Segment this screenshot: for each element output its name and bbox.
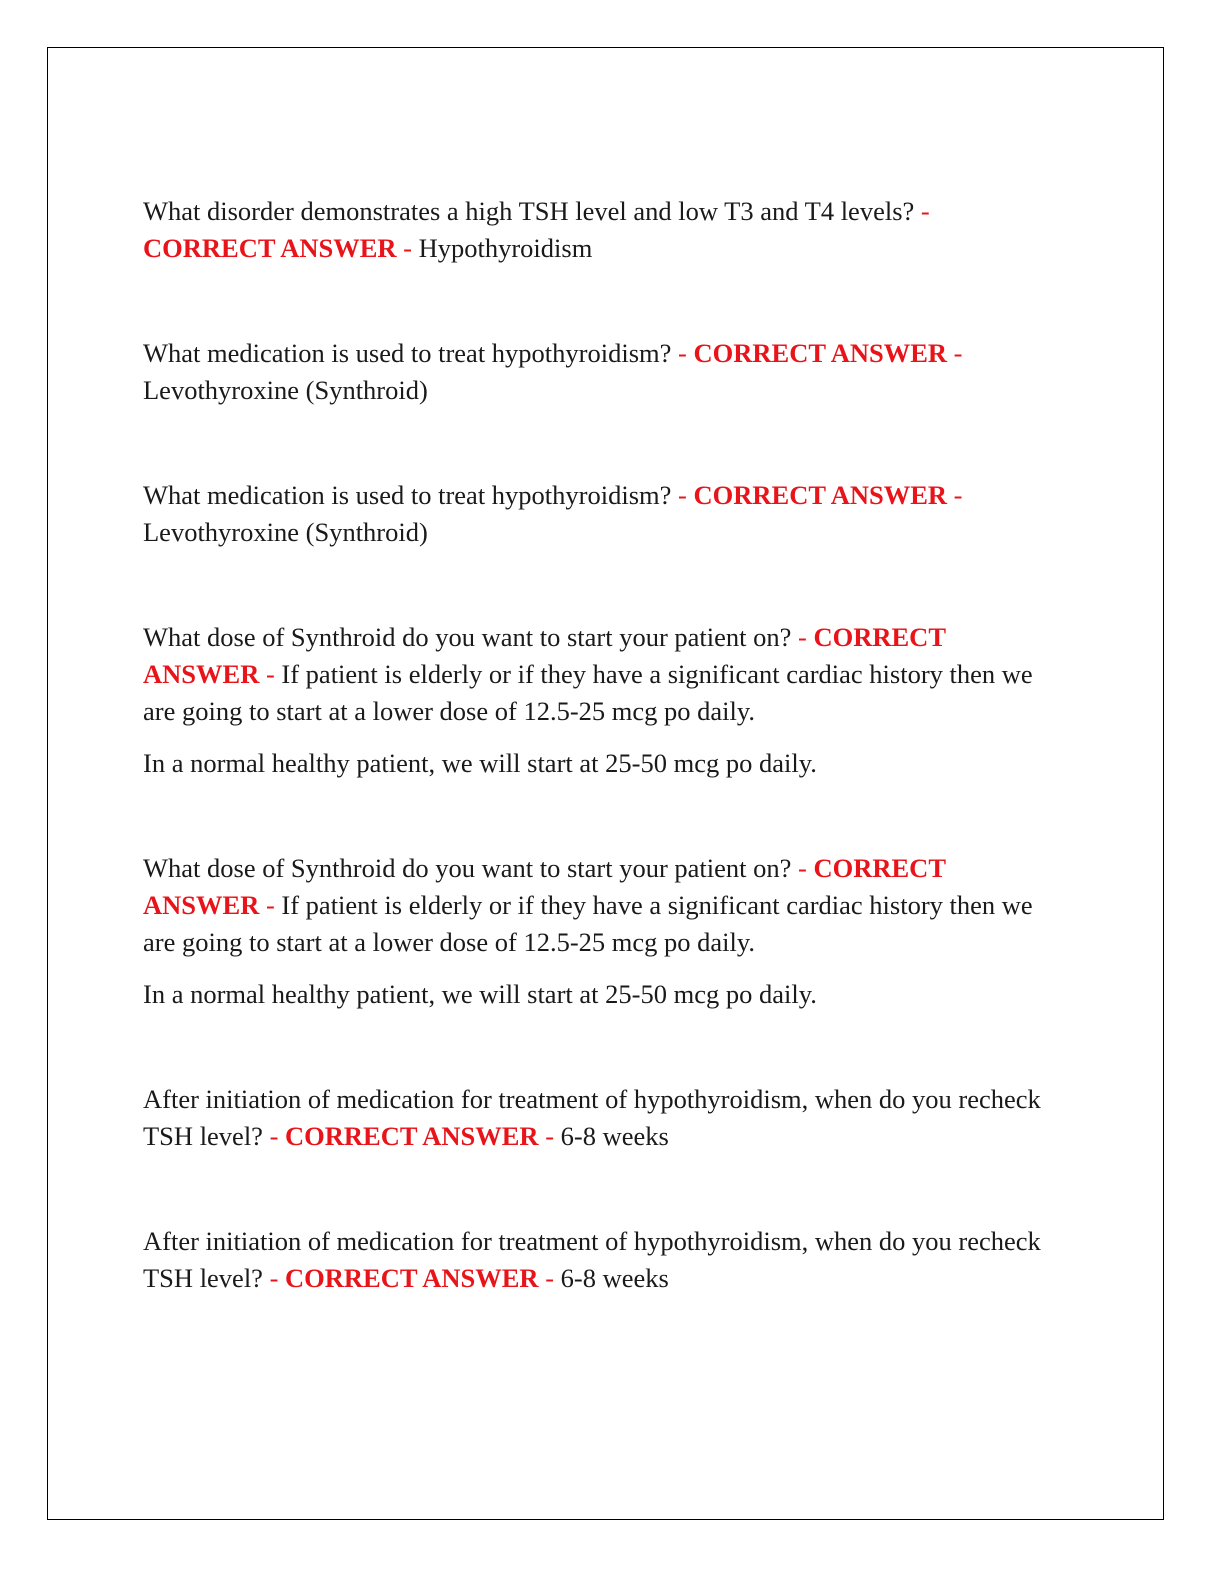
question-text: After initiation of medication for treatment of hypothyroidism, when do you recheck TSH level? [143, 1226, 1041, 1293]
qa-paragraph [143, 335, 1048, 409]
qa-paragraph [143, 1081, 1048, 1155]
qa-item [143, 1081, 1048, 1155]
qa-item [143, 850, 1048, 1013]
question-text: What medication is used to treat hypothyroidism? [143, 338, 672, 368]
answer-extra-text: In a normal healthy patient, we will start at 25-50 mcg po daily. [143, 748, 817, 778]
qa-item [143, 335, 1048, 409]
answer-text: 6-8 weeks [560, 1263, 669, 1293]
qa-paragraph [143, 477, 1048, 551]
answer-text: 6-8 weeks [560, 1121, 669, 1151]
answer-text: Levothyroxine (Synthroid) [143, 517, 428, 547]
qa-paragraph [143, 850, 1048, 961]
correct-answer-marker: - CORRECT ANSWER - [678, 338, 963, 368]
qa-paragraph [143, 619, 1048, 730]
correct-answer-marker: - CORRECT ANSWER - [269, 1263, 555, 1293]
qa-item [143, 193, 1048, 267]
answer-text: If patient is elderly or if they have a significant cardiac history then we are going to start at a lower dose of 12.5-25 mcg po daily. [143, 890, 1033, 957]
qa-list [143, 193, 1048, 1365]
qa-item [143, 619, 1048, 782]
question-text: After initiation of medication for treatment of hypothyroidism, when do you recheck TSH level? [143, 1084, 1041, 1151]
qa-paragraph [143, 1223, 1048, 1297]
correct-answer-marker: - CORRECT ANSWER - [143, 196, 930, 263]
correct-answer-marker: - CORRECT ANSWER - [269, 1121, 555, 1151]
correct-answer-marker: - CORRECT ANSWER - [678, 480, 963, 510]
answer-text: Hypothyroidism [418, 233, 593, 263]
qa-item [143, 477, 1048, 551]
correct-answer-marker: - CORRECT ANSWER - [143, 853, 946, 920]
qa-paragraph [143, 193, 1048, 267]
answer-extra-text: In a normal healthy patient, we will start at 25-50 mcg po daily. [143, 979, 817, 1009]
question-text: What disorder demonstrates a high TSH level and low T3 and T4 levels? [143, 196, 915, 226]
question-text: What dose of Synthroid do you want to start your patient on? [143, 853, 792, 883]
answer-text: If patient is elderly or if they have a significant cardiac history then we are going to start at a lower dose of 12.5-25 mcg po daily. [143, 659, 1033, 726]
question-text: What dose of Synthroid do you want to start your patient on? [143, 622, 792, 652]
answer-text: Levothyroxine (Synthroid) [143, 375, 428, 405]
correct-answer-marker: - CORRECT ANSWER - [143, 622, 946, 689]
question-text: What medication is used to treat hypothyroidism? [143, 480, 672, 510]
qa-item [143, 1223, 1048, 1297]
